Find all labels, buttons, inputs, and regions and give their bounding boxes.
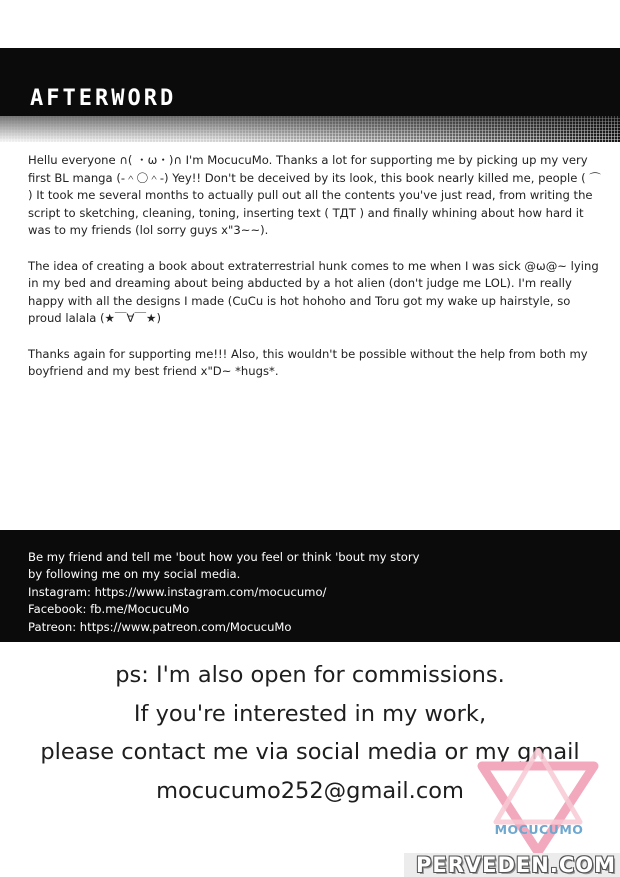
watermark	[404, 853, 620, 877]
watermark-text: PERVEDEN.COM	[416, 853, 616, 877]
ps-line: If you're interested in my work,	[133, 700, 487, 727]
page-title: AFTERWORD	[30, 86, 177, 111]
facebook-link[interactable]: Facebook: fb.me/MocucuMo	[28, 602, 190, 617]
header-shadow	[0, 116, 620, 142]
body-paragraph: Thanks again for supporting me!!! Also, this wouldn't be possible without the help from both my boyfriend and my best friend x"D~ *hugs*.	[28, 346, 588, 379]
mocucumo-logo-icon	[476, 748, 600, 856]
body-paragraph: Hellu everyone ∩( ・ω・)∩ I'm MocucuMo. Thanks a lot for supporting me by picking up my very first BL manga (-＾〇＾-) Yey!! Don't be deceived by its look, this book nearly killed me, people ( ⌒ ) It took me several months to actually pull out all the contents you've just read, from writing the script to sketching, cleaning, toning, inserting text ( TДT ) and finally whining about how hard it was to my friends (lol sorry guys x"3~~).	[28, 153, 601, 238]
email-address[interactable]: mocucumo252@gmail.com	[156, 777, 464, 804]
social-block	[28, 549, 608, 636]
ps-line: please contact me via social media or my gmail	[40, 739, 580, 765]
social-intro-line: Be my friend and tell me 'bout how you feel or think 'bout my story	[28, 550, 420, 564]
instagram-link[interactable]: Instagram: https://www.instagram.com/mocucumo/	[28, 584, 327, 599]
patreon-link[interactable]: Patreon: https://www.patreon.com/MocucuMo	[28, 619, 292, 634]
social-intro-line: by following me on my social media.	[28, 567, 241, 582]
ps-line: ps: I'm also open for commissions.	[115, 662, 505, 688]
logo-wordmark: MOCUCUMO	[494, 822, 584, 837]
body-paragraph: The idea of creating a book about extraterrestrial hunk comes to me when I was sick @ω@~ lying in my bed and dreaming about being abducted by a hot alien (don't judge me LOL). I'm really happy with all the designs I made (CuCu is hot hohoho and Toru got my wake up hairstyle, so proud lalala (★￣∀￣★)	[28, 258, 599, 326]
afterword-body	[28, 152, 606, 398]
